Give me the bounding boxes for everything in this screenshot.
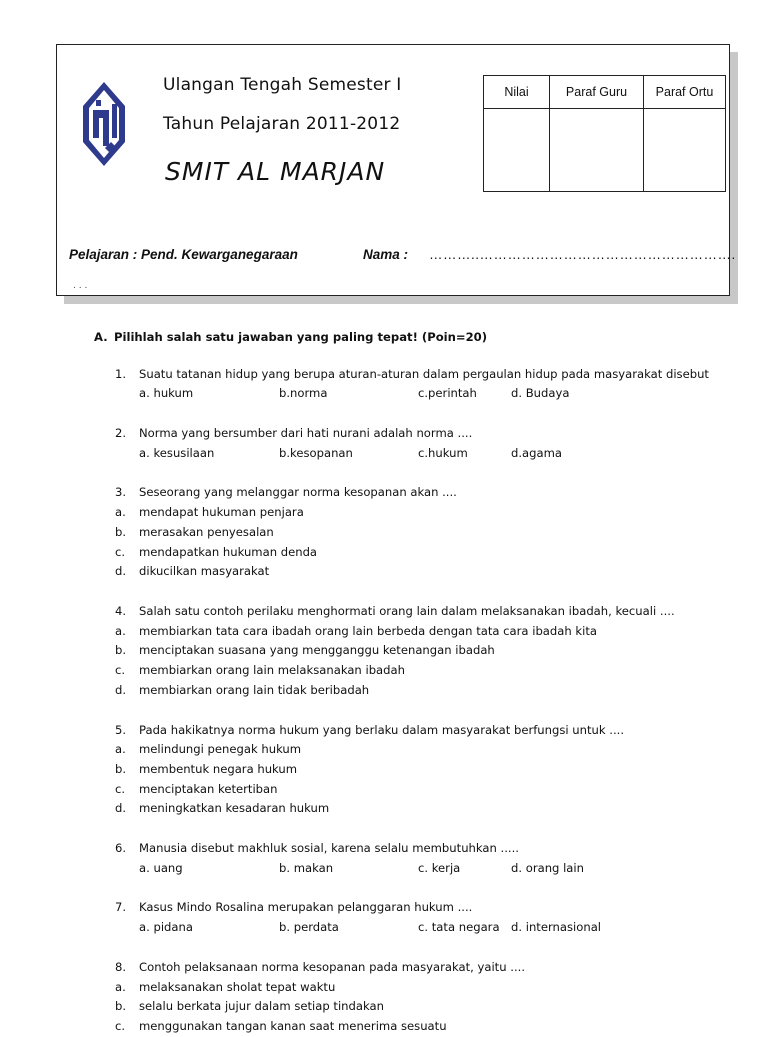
grade-col-nilai: Nilai bbox=[484, 76, 550, 109]
option-text: membiarkan tata cara ibadah orang lain berbeda dengan tata cara ibadah kita bbox=[139, 623, 597, 638]
exam-header bbox=[56, 44, 736, 296]
option-d bbox=[115, 799, 734, 819]
option-letter: d. bbox=[115, 682, 127, 697]
school-logo-icon bbox=[81, 80, 127, 168]
section-heading bbox=[94, 328, 734, 348]
grade-table bbox=[483, 75, 726, 192]
question-text: Kasus Mindo Rosalina merupakan pelanggaran hukum .... bbox=[139, 900, 473, 915]
option-letter: b. bbox=[115, 761, 127, 776]
option-text: melindungi penegak hukum bbox=[139, 742, 302, 757]
question-text: Pada hakikatnya norma hukum yang berlaku dalam masyarakat berfungsi untuk .... bbox=[139, 722, 625, 737]
option-d: d. Budaya bbox=[511, 386, 570, 401]
option-letter: b. bbox=[115, 643, 127, 658]
question-number: 8. bbox=[115, 959, 127, 974]
option-c bbox=[115, 543, 734, 563]
option-a: a. hukum bbox=[139, 386, 194, 401]
stray-dots: . . . bbox=[73, 281, 88, 291]
subject-label: Pelajaran : Pend. Kewarganegaraan bbox=[69, 247, 298, 262]
section-instruction: Pilihlah salah satu jawaban yang paling tepat! (Poin=20) bbox=[114, 330, 488, 344]
option-letter: a. bbox=[115, 742, 126, 757]
exam-title: Ulangan Tengah Semester I bbox=[163, 75, 402, 95]
question-number: 4. bbox=[115, 604, 127, 618]
option-a: a. uang bbox=[139, 860, 183, 875]
option-b: b.kesopanan bbox=[279, 445, 353, 460]
option-b: b. perdata bbox=[279, 920, 339, 935]
option-text: membiarkan orang lain melaksanakan ibadah bbox=[139, 663, 405, 678]
question-number: 7. bbox=[115, 900, 127, 915]
option-a bbox=[115, 978, 734, 998]
question-number: 3. bbox=[115, 485, 127, 500]
option-text: mendapat hukuman penjara bbox=[139, 505, 304, 520]
option-d: d. orang lain bbox=[511, 860, 584, 875]
grade-col-paraf-guru: Paraf Guru bbox=[550, 76, 644, 109]
name-label: Nama : bbox=[363, 247, 409, 262]
name-blank: ………..………………………………………………. bbox=[429, 247, 736, 262]
question-text: Norma yang bersumber dari hati nurani adalah norma .... bbox=[139, 426, 473, 441]
option-b bbox=[115, 641, 734, 661]
option-letter: c. bbox=[115, 663, 126, 678]
option-text: menggunakan tangan kanan saat menerima sesuatu bbox=[139, 1018, 447, 1033]
option-letter: a. bbox=[115, 505, 126, 520]
option-a: a. pidana bbox=[139, 920, 193, 935]
section-letter: A. bbox=[94, 330, 108, 344]
question-1 bbox=[115, 365, 734, 404]
option-text: merasakan penyesalan bbox=[139, 524, 274, 539]
option-text: membiarkan orang lain tidak beribadah bbox=[139, 682, 370, 697]
option-d bbox=[115, 681, 734, 701]
question-5 bbox=[115, 721, 734, 820]
question-text: Suatu tatanan hidup yang berupa aturan-aturan dalam pergaulan hidup pada masyarakat disebut bbox=[139, 366, 709, 381]
option-letter: b. bbox=[115, 999, 127, 1014]
question-text: Salah satu contoh perilaku menghormati orang lain dalam melaksanakan ibadah, kecuali .... bbox=[139, 604, 675, 618]
option-b: b. makan bbox=[279, 860, 334, 875]
option-row bbox=[139, 444, 734, 464]
question-number: 6. bbox=[115, 841, 127, 856]
option-b bbox=[115, 523, 734, 543]
option-b: b.norma bbox=[279, 386, 328, 401]
school-name: SMIT AL MARJAN bbox=[165, 157, 386, 186]
question-number: 5. bbox=[115, 722, 127, 737]
option-b bbox=[115, 760, 734, 780]
question-number: 1. bbox=[115, 366, 127, 381]
option-c: c.perintah bbox=[418, 386, 477, 401]
option-text: selalu berkata jujur dalam setiap tindakan bbox=[139, 999, 384, 1014]
option-text: dikucilkan masyarakat bbox=[139, 564, 270, 579]
option-a bbox=[115, 622, 734, 642]
option-c: c. tata negara bbox=[418, 920, 500, 935]
option-d bbox=[115, 562, 734, 582]
option-c bbox=[115, 780, 734, 800]
grade-col-paraf-ortu: Paraf Ortu bbox=[644, 76, 726, 109]
option-c: c.hukum bbox=[418, 445, 468, 460]
option-a bbox=[115, 503, 734, 523]
option-d: d. internasional bbox=[511, 920, 602, 935]
academic-year: Tahun Pelajaran 2011-2012 bbox=[163, 114, 401, 134]
question-2 bbox=[115, 424, 734, 463]
option-b bbox=[115, 997, 734, 1017]
option-text: menciptakan suasana yang mengganggu ketenangan ibadah bbox=[139, 643, 495, 658]
student-info bbox=[69, 247, 736, 262]
question-8 bbox=[115, 958, 734, 1037]
question-number: 2. bbox=[115, 426, 127, 441]
option-text: melaksanakan sholat tepat waktu bbox=[139, 979, 336, 994]
option-letter: d. bbox=[115, 564, 127, 579]
question-4 bbox=[115, 602, 734, 701]
question-3 bbox=[115, 483, 734, 582]
option-a: a. kesusilaan bbox=[139, 445, 215, 460]
option-text: menciptakan ketertiban bbox=[139, 781, 278, 796]
option-a bbox=[115, 740, 734, 760]
option-letter: b. bbox=[115, 524, 127, 539]
option-letter: c. bbox=[115, 1018, 126, 1033]
option-letter: d. bbox=[115, 801, 127, 816]
question-text: Seseorang yang melanggar norma kesopanan akan .... bbox=[139, 485, 457, 500]
option-row bbox=[139, 859, 734, 879]
option-text: meningkatkan kesadaran hukum bbox=[139, 801, 330, 816]
option-c bbox=[115, 1017, 734, 1037]
question-section bbox=[94, 328, 734, 1037]
option-row bbox=[139, 918, 734, 938]
question-7 bbox=[115, 898, 734, 937]
option-c: c. kerja bbox=[418, 860, 461, 875]
option-text: membentuk negara hukum bbox=[139, 761, 298, 776]
question-text: Contoh pelaksanaan norma kesopanan pada masyarakat, yaitu .... bbox=[139, 959, 526, 974]
question-6 bbox=[115, 839, 734, 878]
option-letter: c. bbox=[115, 781, 126, 796]
option-c bbox=[115, 661, 734, 681]
grade-cell-paraf-ortu bbox=[644, 109, 726, 192]
grade-cell-nilai bbox=[484, 109, 550, 192]
question-text: Manusia disebut makhluk sosial, karena selalu membutuhkan ..... bbox=[139, 841, 519, 856]
option-letter: a. bbox=[115, 979, 126, 994]
grade-cell-paraf-guru bbox=[550, 109, 644, 192]
option-d: d.agama bbox=[511, 445, 563, 460]
option-row bbox=[139, 384, 734, 404]
option-letter: a. bbox=[115, 623, 126, 638]
option-letter: c. bbox=[115, 544, 126, 559]
option-text: mendapatkan hukuman denda bbox=[139, 544, 318, 559]
